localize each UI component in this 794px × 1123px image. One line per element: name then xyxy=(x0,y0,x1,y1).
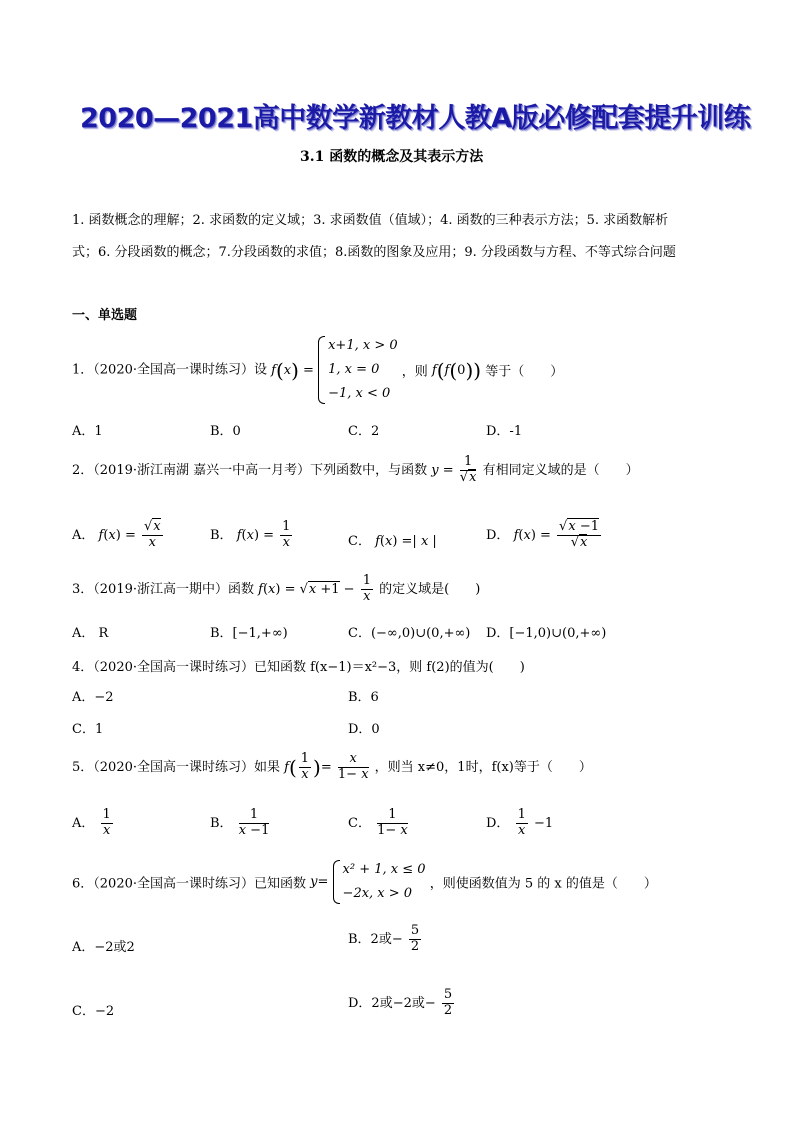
q5-option-b[interactable]: B． $\frac{1}{x -1}$ xyxy=(210,807,270,838)
q3-option-c[interactable]: C．(−∞,0)∪(0,+∞) xyxy=(348,626,471,641)
q2-option-c[interactable]: C． f(x) =| x | xyxy=(348,534,437,549)
q5-option-d[interactable]: D． $\frac{1}{x}$ −1 xyxy=(486,807,554,838)
q5-suffix: ，则当 x≠0，1时，f(x)等于（ ） xyxy=(374,759,592,775)
q6-suffix: ，则使函数值为 5 的 x 的值是（ ） xyxy=(429,876,657,892)
q6-prefix: 6．（2020·全国高一课时练习）已知函数 xyxy=(72,876,306,892)
section-subtitle: 3.1 函数的概念及其表示方法 xyxy=(300,149,484,165)
q1-option-d[interactable]: D．-1 xyxy=(486,424,523,439)
q6-option-d-label: D．2或−2或− xyxy=(348,995,436,1011)
q5-option-a[interactable]: A． $\frac{1}{x}$ xyxy=(72,807,111,838)
q3-prefix: 3．（2019·浙江高一期中）函数 xyxy=(72,581,254,597)
q2-option-a[interactable]: A． f(x) = $\frac{√x}{x}$ xyxy=(72,519,161,550)
question-2: 2．（2019·浙江南湖 嘉兴一中高一月考）下列函数中，与函数 y = $\frac{1}{√x}$ 有相同定义域的是（ ） xyxy=(72,454,639,485)
q3-option-b[interactable]: B．[−1,+∞) xyxy=(210,626,288,641)
q5-option-a-label: A． xyxy=(72,815,95,831)
q1-option-c[interactable]: C．2 xyxy=(348,424,380,439)
q2-option-b[interactable]: B． f(x) = $\frac{1}{x}$ xyxy=(210,519,291,550)
q5-prefix: 5．（2020·全国高一课时练习）如果 xyxy=(72,759,280,775)
q2-option-d-label: D． xyxy=(486,527,510,543)
q3-suffix: 的定义域是( ) xyxy=(379,581,481,597)
q5-option-c[interactable]: C． $\frac{1}{1- x}$ xyxy=(348,807,408,838)
q5-option-c-label: C． xyxy=(348,815,371,831)
q6-option-b[interactable]: B．2或− $\frac{5}{2}$ xyxy=(348,923,420,954)
q2-option-c-label: C． xyxy=(348,534,371,549)
summary-line-2: 式；6. 分段函数的概念；7.分段函数的求值；8.函数的图象及应用；9. 分段函数与方程、不等式综合问题 xyxy=(72,245,676,260)
q1-piecewise xyxy=(318,334,398,406)
document-title: 2020—2021高中数学新教材人教A版必修配套提升训练 xyxy=(80,103,751,134)
q6-piecewise xyxy=(333,858,426,906)
q6-case-2: −2x, x > 0 xyxy=(342,886,413,901)
q2-option-d[interactable]: D． f(x) = $\frac{√x -1}{√x}$ xyxy=(486,519,599,550)
q4-option-d[interactable]: D．0 xyxy=(348,722,380,737)
q2-fraction: $\frac{1}{√x}$ xyxy=(459,454,477,485)
q2-option-b-label: B． xyxy=(210,527,233,543)
q1-case-3: −1, x < 0 xyxy=(328,386,391,401)
q3-fraction: $\frac{1}{x}$ xyxy=(362,573,371,604)
question-1: 1．（2020·全国高一课时练习）设 f(x) = x+1, x > 0 1, x = 0 −1, x < 0 ，则 f(f(0)) 等于（ ） xyxy=(72,334,563,406)
q6-option-b-label: B．2或− xyxy=(348,931,403,947)
q5-option-d-label: D． xyxy=(486,815,510,831)
q4-option-c[interactable]: C．1 xyxy=(72,722,104,737)
q6-case-1: x² + 1, x ≤ 0 xyxy=(342,862,426,877)
q1-suffix: ，则 xyxy=(401,364,428,380)
q4-option-b[interactable]: B．6 xyxy=(348,690,379,705)
q6-option-d[interactable]: D．2或−2或− $\frac{5}{2}$ xyxy=(348,987,453,1018)
q6-option-a[interactable]: A．−2或2 xyxy=(72,940,135,955)
q1-suffix-2: 等于（ ） xyxy=(485,364,564,380)
q2-option-a-label: A． xyxy=(72,527,95,543)
question-5: 5．（2020·全国高一课时练习）如果 f( $\frac{1}{x}$ )= $\frac{x}{1- x}$ ，则当 x≠0，1时，f(x)等于（ ） xyxy=(72,751,592,782)
question-6: 6．（2020·全国高一课时练习）已知函数 y= x² + 1, x ≤ 0 −2x, x > 0 ，则使函数值为 5 的 x 的值是（ ） xyxy=(72,858,657,906)
q1-option-a[interactable]: A．1 xyxy=(72,424,103,439)
q3-option-a[interactable]: A． R xyxy=(72,626,109,641)
q1-case-1: x+1, x > 0 xyxy=(328,338,398,353)
q1-case-2: 1, x = 0 xyxy=(328,362,380,377)
section-heading: 一、单选题 xyxy=(72,308,138,323)
q1-option-b[interactable]: B．0 xyxy=(210,424,241,439)
q1-prefix: 1．（2020·全国高一课时练习）设 xyxy=(72,362,267,378)
q2-prefix: 2．（2019·浙江南湖 嘉兴一中高一月考）下列函数中，与函数 xyxy=(72,462,428,478)
q6-option-c[interactable]: C．−2 xyxy=(72,1004,115,1019)
q4-option-a[interactable]: A．−2 xyxy=(72,690,114,705)
question-3: 3．（2019·浙江高一期中）函数 f(x) = √x +1 − $\frac{1}{x}$ 的定义域是( ) xyxy=(72,573,481,604)
q5-option-b-label: B． xyxy=(210,815,233,831)
q3-option-d[interactable]: D．[−1,0)∪(0,+∞) xyxy=(486,626,607,641)
question-4: 4．（2020·全国高一课时练习）已知函数 f(x−1)＝x²−3，则 f(2)的值为( ) xyxy=(72,660,525,675)
summary-line-1: 1. 函数概念的理解；2. 求函数的定义域；3. 求函数值（值域）；4. 函数的三种表示方法；5. 求函数解析 xyxy=(72,213,669,228)
q2-suffix: 有相同定义域的是（ ） xyxy=(482,462,639,478)
